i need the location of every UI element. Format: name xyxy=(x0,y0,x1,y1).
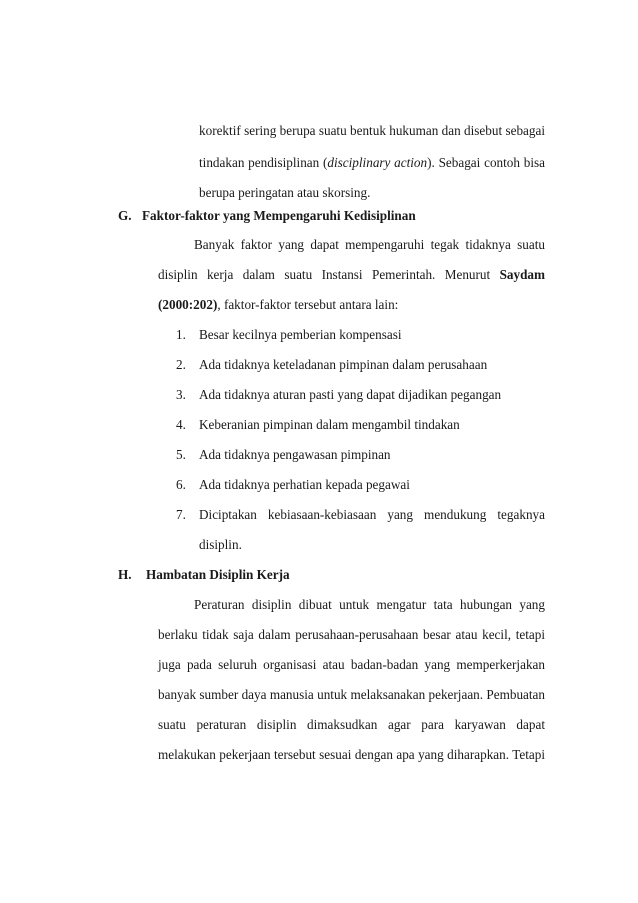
paragraph-line: juga pada seluruh organisasi atau badan-badan yang memperkerjakan xyxy=(158,657,545,672)
author-name: Saydam xyxy=(499,267,546,282)
text-run: disiplin kerja dalam suatu Instansi Pemerintah. Menurut xyxy=(158,267,491,282)
list-item: Keberanian pimpinan dalam mengambil tindakan xyxy=(199,417,460,432)
list-number: 1. xyxy=(176,327,186,342)
italic-term: disciplinary action xyxy=(327,155,428,170)
list-item-continuation: disiplin. xyxy=(199,537,242,552)
paragraph-line: Banyak faktor yang dapat mempengaruhi tegak tidaknya suatu xyxy=(194,237,545,252)
section-letter: H. xyxy=(118,567,132,582)
paragraph-line: korektif sering berupa suatu bentuk hukuman dan disebut sebagai xyxy=(199,123,545,138)
list-number: 4. xyxy=(176,417,186,432)
list-item: Ada tidaknya aturan pasti yang dapat dijadikan pegangan xyxy=(199,387,502,402)
paragraph-line xyxy=(199,155,545,171)
list-item: Ada tidaknya keteladanan pimpinan dalam perusahaan xyxy=(199,357,488,372)
list-number: 6. xyxy=(176,477,186,492)
text-run: tindakan pendisiplinan ( xyxy=(199,155,328,170)
list-number: 2. xyxy=(176,357,186,372)
list-number: 5. xyxy=(176,447,186,462)
list-number: 3. xyxy=(176,387,186,402)
paragraph-line: banyak sumber daya manusia untuk melaksanakan pekerjaan. Pembuatan xyxy=(158,687,545,702)
paragraph-line: berlaku tidak saja dalam perusahaan-perusahaan besar atau kecil, tetapi xyxy=(158,627,545,642)
section-heading: Faktor-faktor yang Mempengaruhi Kedisiplinan xyxy=(142,208,416,223)
paragraph-line xyxy=(158,267,545,283)
paragraph-line: suatu peraturan disiplin dimaksudkan agar para karyawan dapat xyxy=(158,717,545,732)
list-number: 7. xyxy=(176,507,186,522)
list-item: Ada tidaknya pengawasan pimpinan xyxy=(199,447,391,462)
paragraph-line xyxy=(158,297,398,313)
list-item: Diciptakan kebiasaan-kebiasaan yang mendukung tegaknya xyxy=(199,507,545,522)
paragraph-line: berupa peringatan atau skorsing. xyxy=(199,185,371,200)
paragraph-line: melakukan pekerjaan tersebut sesuai dengan apa yang diharapkan. Tetapi xyxy=(158,747,545,762)
section-letter: G. xyxy=(118,208,132,223)
list-item: Besar kecilnya pemberian kompensasi xyxy=(199,327,402,342)
citation-year: (2000:202) xyxy=(158,297,218,312)
text-run: ). Sebagai contoh bisa xyxy=(427,155,545,170)
list-item: Ada tidaknya perhatian kepada pegawai xyxy=(199,477,410,492)
section-heading: Hambatan Disiplin Kerja xyxy=(146,567,290,582)
text-run: , faktor-faktor tersebut antara lain: xyxy=(217,297,399,312)
paragraph-line: Peraturan disiplin dibuat untuk mengatur tata hubungan yang xyxy=(194,597,545,612)
